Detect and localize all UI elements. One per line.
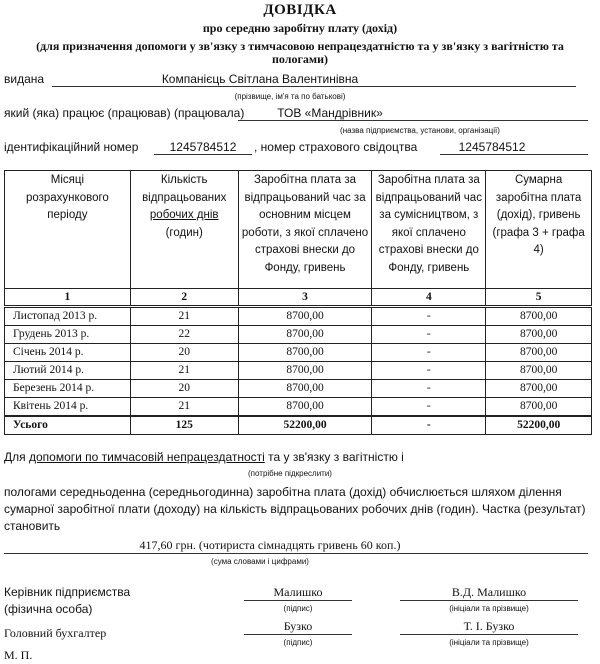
director-name: В.Д. Малишко	[451, 585, 527, 599]
total-label: Усього	[5, 416, 131, 435]
tax-id-underline	[154, 154, 252, 155]
issued-value: Компанієць Світлана Валентинівна	[161, 72, 359, 86]
sum-salary-cell: 8700,00	[486, 326, 592, 344]
calc-line-1-end: та у зв'язку з вагітністю і	[264, 450, 404, 464]
total-part-salary: -	[372, 416, 486, 435]
header-days-text: Кількість відпрацьованих робочих днів (годин)	[142, 174, 227, 239]
part-salary-cell: -	[372, 344, 486, 362]
accountant-label: Головний бухгалтер	[4, 626, 107, 640]
director-label-sub: (фізична особа)	[4, 602, 93, 616]
amount-hint: (сума словами і цифрами)	[211, 557, 309, 566]
main-salary-cell: 8700,00	[238, 326, 372, 344]
days-cell: 20	[130, 380, 238, 398]
salary-table	[4, 170, 592, 435]
insurance-underline	[440, 154, 588, 155]
header-part-salary: Заробітна плата за відпрацьований час за сумісництвом, з якої сплачено страхові внески до Фонду, гривень	[372, 171, 486, 289]
issued-underline	[52, 86, 576, 87]
col-number: 1	[5, 289, 131, 307]
sum-salary-cell: 8700,00	[486, 307, 592, 326]
header-sum-salary: Сумарна заробітна плата (дохід), гривень (графа 3 + графа 4)	[486, 171, 592, 289]
accountant-name-hint: (ініціали та прізвище)	[449, 638, 529, 647]
amount-value: 417,60 грн. (чотириста сімнадцять гривень 60 коп.)	[139, 538, 401, 552]
days-cell: 21	[130, 398, 238, 417]
month-cell: Лютий 2014 р.	[5, 362, 131, 380]
issued-label: видана	[4, 72, 45, 86]
calc-line-1	[4, 450, 404, 464]
employer-value: ТОВ «Мандрівник»	[277, 106, 383, 120]
accountant-name-line	[400, 634, 578, 635]
calc-line-3: сумарної заробітної плати (доходу) на кількість відпрацьованих робочих днів (годин). Частка (результат)	[4, 502, 586, 516]
issued-hint: (прізвище, ім'я та по батькові)	[234, 92, 346, 101]
main-salary-cell: 8700,00	[238, 307, 372, 326]
director-sign-hint: (підпис)	[283, 604, 313, 613]
part-salary-cell: -	[372, 362, 486, 380]
col-number: 2	[130, 289, 238, 307]
table-row	[5, 362, 592, 380]
part-salary-cell: -	[372, 380, 486, 398]
employer-underline	[238, 120, 588, 121]
total-row	[5, 416, 592, 435]
director-name-hint: (ініціали та прізвище)	[449, 604, 529, 613]
total-sum-salary: 52200,00	[486, 416, 592, 435]
month-cell: Грудень 2013 р.	[5, 326, 131, 344]
calc-line-1-underlined: допомоги по тимчасовій непрацездатності	[28, 450, 265, 464]
header-main-salary: Заробітна плата за відпрацьований час за основним місцем роботи, з якої сплачено страхові внески до Фонду, гривень	[238, 171, 372, 289]
accountant-sign-hint: (підпис)	[283, 638, 313, 647]
director-signature: Малишко	[273, 585, 323, 599]
header-days	[130, 171, 238, 289]
days-cell: 22	[130, 326, 238, 344]
document-subtitle: про середню заробітну плату (дохід)	[202, 21, 398, 35]
part-salary-cell: -	[372, 307, 486, 326]
stamp-place: М. П.	[4, 648, 33, 662]
employer-hint: (назва підприємства, установи, організації)	[340, 126, 500, 135]
document-purpose: (для призначення допомоги у зв'язку з тимчасовою непрацездатністю та у зв'язку з вагітністю та пологами)	[36, 39, 564, 66]
total-main-salary: 52200,00	[238, 416, 372, 435]
accountant-sign-line	[244, 634, 352, 635]
table-row	[5, 398, 592, 417]
col-number: 4	[372, 289, 486, 307]
employer-label: який (яка) працює (працював) (працювала)	[4, 106, 245, 120]
days-cell: 20	[130, 344, 238, 362]
accountant-signature: Бузко	[283, 619, 313, 633]
director-name-line	[400, 600, 578, 601]
main-salary-cell: 8700,00	[238, 380, 372, 398]
calc-hint: (потрібне підкреслити)	[248, 469, 332, 478]
month-cell: Листопад 2013 р.	[5, 307, 131, 326]
table-row	[5, 307, 592, 326]
part-salary-cell: -	[372, 326, 486, 344]
col-number: 5	[486, 289, 592, 307]
accountant-name: Т. І. Бузко	[463, 619, 515, 633]
calc-line-1-start: Для	[4, 450, 29, 464]
days-cell: 21	[130, 307, 238, 326]
sum-salary-cell: 8700,00	[486, 362, 592, 380]
col-number: 3	[238, 289, 372, 307]
month-cell: Квітень 2014 р.	[5, 398, 131, 417]
tax-id-label: ідентифікаційний номер	[4, 140, 139, 154]
part-salary-cell: -	[372, 398, 486, 417]
document-title: ДОВІДКА	[263, 2, 337, 18]
table-row	[5, 380, 592, 398]
director-label: Керівник підприємства	[4, 585, 131, 599]
director-sign-line	[244, 600, 352, 601]
calc-line-4: становить	[4, 519, 61, 533]
sum-salary-cell: 8700,00	[486, 380, 592, 398]
days-cell: 21	[130, 362, 238, 380]
main-salary-cell: 8700,00	[238, 398, 372, 417]
table-row	[5, 326, 592, 344]
main-salary-cell: 8700,00	[238, 362, 372, 380]
insurance-value: 1245784512	[458, 140, 526, 154]
month-cell: Січень 2014 р.	[5, 344, 131, 362]
sum-salary-cell: 8700,00	[486, 398, 592, 417]
insurance-label: , номер страхового свідоцтва	[254, 140, 418, 154]
header-month: Місяці розрахункового періоду	[5, 171, 131, 289]
main-salary-cell: 8700,00	[238, 344, 372, 362]
month-cell: Березень 2014 р.	[5, 380, 131, 398]
table-row	[5, 344, 592, 362]
sum-salary-cell: 8700,00	[486, 344, 592, 362]
tax-id-value: 1245784512	[169, 140, 237, 154]
amount-underline	[4, 553, 588, 554]
calc-line-2: пологами середньоденна (середньогодинна) заробітна плата (дохід) обчислюється шляхом ділення	[4, 485, 562, 499]
total-days: 125	[130, 416, 238, 435]
